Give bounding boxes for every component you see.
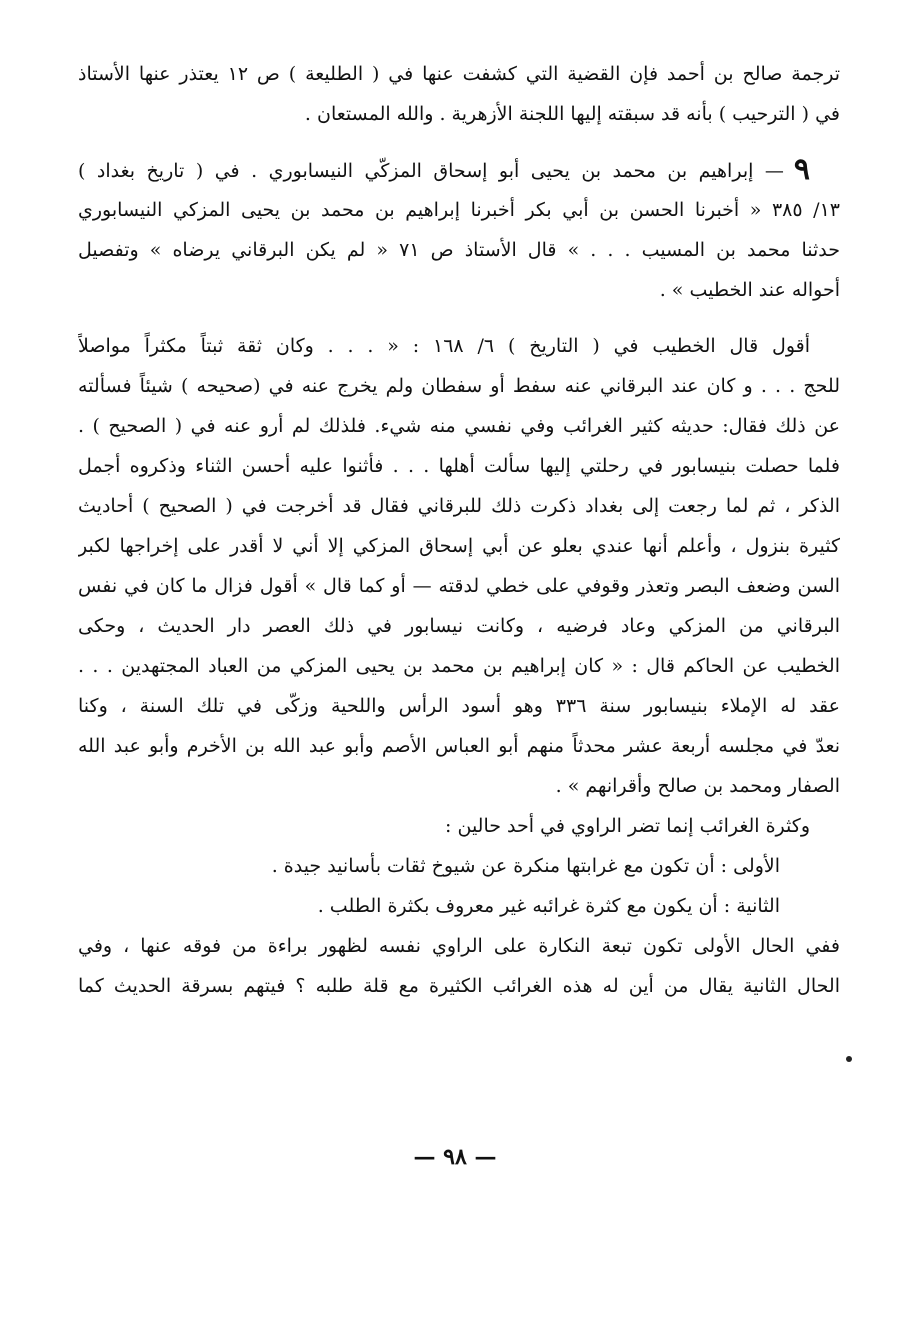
text-line: الذكر ، ثم لما رجعت إلى بغداد ذكرت ذلك للبرقاني فقال قد أخرجت في ( الصحيح ) أحاديث: [78, 495, 840, 517]
text-line: عن ذلك فقال: حديثه كثير الغرائب وفي نفسي منه شيء. فلذلك لم أرو عنه في ( الصحيح ) .: [78, 415, 840, 437]
text-line: للحج . . . و كان عند البرقاني عنه سفط أو سفطان ولم يخرج عنه في (صحيحه ) شيئاً فسألته: [78, 375, 840, 397]
list-item: الثانية : أن يكون مع كثرة غرائبه غير معروف بكثرة الطلب .: [317, 895, 780, 917]
text-line: عقد له الإملاء بنيسابور سنة ٣٣٦ وهو أسود الرأس واللحية وزكّى في تلك السنة ، وكنا: [78, 695, 840, 717]
text-line: الحال الثانية يقال من أين له هذه الغرائب الكثيرة مع قلة طلبه ؟ فيتهم بسرقة الحديث كما: [78, 975, 840, 997]
text-line: أحواله عند الخطيب » .: [659, 279, 840, 301]
text-line: فلما حصلت بنيسابور في رحلتي إليها سألت أهلها . . . فأثنوا عليه أحسن الثناء وذكروه أجمل: [78, 455, 840, 477]
text-line: ١٣/ ٣٨٥ « أخبرنا الحسن بن أبي بكر أخبرنا إبراهيم بن محمد بن يحيى المزكي النيسابوري: [78, 199, 840, 221]
entry-number: ٩: [793, 152, 810, 187]
list-item: الأولى : أن تكون مع غرابتها منكرة عن شيوخ ثقات بأسانيد جيدة .: [271, 855, 780, 877]
margin-mark: [846, 1056, 852, 1062]
text-line: ففي الحال الأولى تكون تبعة النكارة على الراوي نفسه لظهور براءة من فوقه عنها ، وفي: [78, 935, 840, 957]
text-line: كثيرة بنزول ، وأعلم أنها عندي بعلو عن أبي إسحاق المزكي إلا أني لا أقدر على إخراجها لكبر: [78, 535, 840, 557]
text-line: نعدّ في مجلسه أربعة عشر محدثاً منهم أبو العباس الأصم وأبو عبد الله بن الأخرم وأبو عبد الله: [78, 735, 840, 757]
book-page: [78, 54, 840, 1284]
text-line: الخطيب عن الحاكم قال : « كان إبراهيم بن محمد بن يحيى المزكي من العباد المجتهدين . . .: [78, 655, 840, 677]
paragraph-gap: [78, 310, 840, 326]
text-line: في ( الترحيب ) بأنه قد سبقته إليها اللجنة الأزهرية . والله المستعان .: [304, 103, 840, 125]
entry-heading-line: [78, 150, 840, 190]
text-line: الصفار ومحمد بن صالح وأقرانهم » .: [555, 775, 840, 797]
entry-heading-text: — إبراهيم بن محمد بن يحيى أبو إسحاق المزكّي النيسابوري . في ( تاريخ بغداد ): [78, 160, 784, 182]
text-line: وكثرة الغرائب إنما تضر الراوي في أحد حالين :: [445, 815, 810, 837]
paragraph-gap: [78, 134, 840, 150]
text-line: حدثنا محمد بن المسيب . . . » قال الأستاذ ص ٧١ « لم يكن البرقاني يرضاه » وتفصيل: [78, 239, 840, 261]
text-line: أقول قال الخطيب في ( التاريخ ) ٦/ ١٦٨ : « . . . وكان ثقة ثبتاً مكثراً مواصلاً: [78, 335, 810, 357]
text-line: السن وضعف البصر وتعذر وقوفي على خطي لدقته — أو كما قال » أقول فزال ما كان في نفس: [78, 575, 840, 597]
text-line: ترجمة صالح بن أحمد فإن القضية التي كشفت عنها في ( الطليعة ) ص ١٢ يعتذر عنها الأستاذ: [78, 63, 840, 85]
page-number: — ٩٨ —: [413, 1144, 497, 1170]
text-line: البرقاني من المزكي وعاد فرضيه ، وكانت نيسابور في ذلك العصر دار الحديث ، وحكى: [78, 615, 840, 637]
